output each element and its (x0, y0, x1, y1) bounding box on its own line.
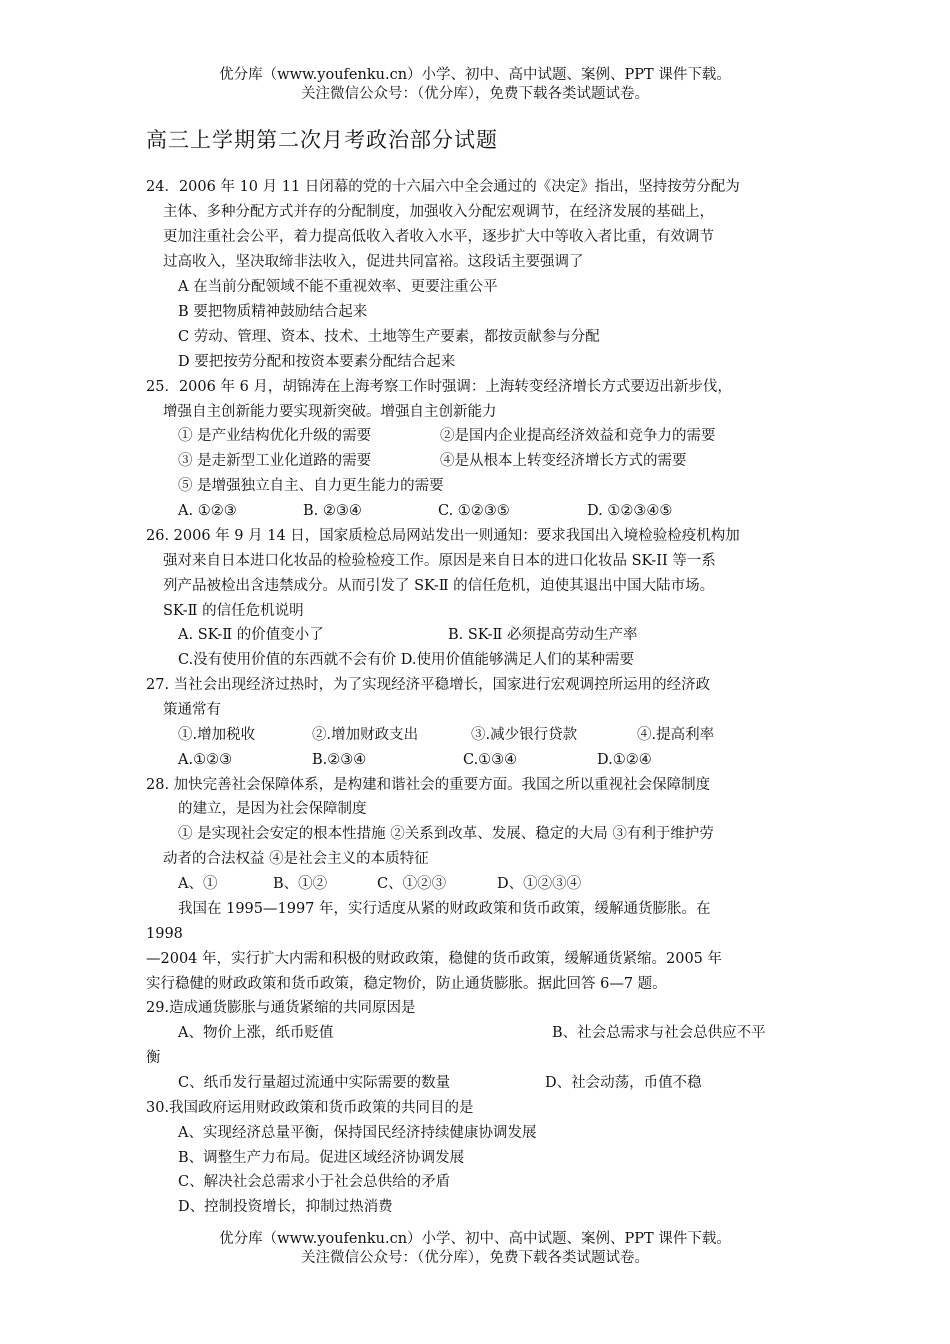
q26-line-1: 26. 2006 年 9 月 14 日，国家质检总局网站发出一则通知：要求我国出入境检验检疫机构加 (146, 528, 740, 544)
q29-option-c: C、纸币发行量超过流通中实际需要的数量 (178, 1075, 451, 1091)
q25-option-c: C. ①②③⑤ (438, 503, 510, 519)
material-line-1: 我国在 1995—1997 年，实行适度从紧的财政政策和货币政策，缓解通货膨胀。在 (178, 901, 711, 917)
q26-line-2: 强对来自日本进口化妆品的检验检疫工作。原因是来自日本的进口化妆品 SK-II 等一系 (163, 553, 716, 569)
page-footer (0, 1230, 950, 1268)
q25-line-2: 增强自主创新能力要实现新突破。增强自主创新能力 (163, 404, 497, 420)
q24-line-4: 过高收入，坚决取缔非法收入，促进共同富裕。这段话主要强调了 (163, 254, 584, 270)
q24-option-c: C 劳动、管理、资本、技术、土地等生产要素，都按贡献参与分配 (178, 329, 600, 345)
q26-option-cd: C.没有使用价值的东西就不会有价 D.使用价值能够满足人们的某种需要 (178, 652, 635, 668)
q24-option-d: D 要把按劳分配和按资本要素分配结合起来 (178, 354, 456, 370)
q30-option-b: B、调整生产力布局。促进区域经济协调发展 (178, 1150, 465, 1166)
q24-line-3: 更加注重社会公平，着力提高低收入者收入水平，逐步扩大中等收入者比重，有效调节 (163, 229, 714, 245)
q25-statement-2: ②是国内企业提高经济效益和竞争力的需要 (440, 428, 716, 444)
q28-option-c: C、①②③ (377, 876, 447, 892)
q25-statement-4: ④是从根本上转变经济增长方式的需要 (440, 453, 687, 469)
material-line-2: 1998 (146, 926, 183, 942)
q25-option-d: D. ①②③④⑤ (587, 503, 673, 519)
q26-line-3: 列产品被检出含违禁成分。从而引发了 SK-Ⅱ 的信任危机，迫使其退出中国大陆市场。 (163, 578, 715, 594)
q24-option-b: B 要把物质精神鼓励结合起来 (178, 304, 368, 320)
q28-line-2: 的建立，是因为社会保障制度 (178, 801, 367, 817)
q28-line-3: ① 是实现社会安定的根本性措施 ②关系到改革、发展、稳定的大局 ③有利于维护劳 (178, 826, 714, 842)
q29-option-a: A、物价上涨，纸币贬值 (178, 1025, 334, 1041)
q27-option-a: A.①②③ (178, 752, 233, 768)
material-line-3: —2004 年，实行扩大内需和积极的财政政策，稳健的货币政策，缓解通货紧缩。2005 年 (146, 951, 723, 967)
q29-line-1: 29.造成通货膨胀与通货紧缩的共同原因是 (146, 1000, 416, 1016)
q25-option-a: A. ①②③ (178, 503, 237, 519)
q28-option-d: D、①②③④ (497, 876, 582, 892)
header-line-2: 关注微信公众号：（优分库），免费下载各类试题试卷。 (301, 86, 649, 102)
q28-option-a: A、① (178, 876, 218, 892)
q29-option-d: D、社会动荡，币值不稳 (545, 1075, 702, 1091)
q28-option-b: B、①② (273, 876, 328, 892)
q27-option-c: C.①③④ (463, 752, 518, 768)
q30-line-1: 30.我国政府运用财政政策和货币政策的共同目的是 (146, 1100, 474, 1116)
q29-option-b-wrap: 衡 (146, 1050, 161, 1066)
q29-option-b: B、社会总需求与社会总供应不平 (552, 1025, 766, 1041)
q28-line-1: 28. 加快完善社会保障体系，是构建和谐社会的重要方面。我国之所以重视社会保障制度 (146, 777, 711, 793)
q24-line-2: 主体、多种分配方式并存的分配制度，加强收入分配宏观调节，在经济发展的基础上， (163, 204, 714, 220)
q30-option-c: C、解决社会总需求小于社会总供给的矛盾 (178, 1174, 451, 1190)
footer-line-2: 关注微信公众号：（优分库），免费下载各类试题试卷。 (301, 1250, 649, 1266)
q30-option-a: A、实现经济总量平衡，保持国民经济持续健康协调发展 (178, 1125, 537, 1141)
q24-option-a: A 在当前分配领域不能不重视效率、更要注重公平 (178, 279, 498, 295)
q27-line-2: 策通常有 (163, 702, 221, 718)
q30-option-d: D、控制投资增长，抑制过热消费 (178, 1199, 393, 1215)
page-header (0, 66, 950, 104)
q27-statement-1: ①.增加税收 (178, 727, 256, 743)
q27-statement-4: ④.提高利率 (637, 727, 715, 743)
page-title: 高三上学期第二次月考政治部分试题 (146, 128, 498, 152)
q27-statement-2: ②.增加财政支出 (312, 727, 419, 743)
q25-option-b: B. ②③④ (303, 503, 362, 519)
q28-line-4: 动者的合法权益 ④是社会主义的本质特征 (163, 851, 429, 867)
q25-statement-3: ③ 是走新型工业化道路的需要 (178, 453, 372, 469)
footer-line-1: 优分库（www.youfenku.cn）小学、初中、高中试题、案例、PPT 课件下载。 (219, 1231, 731, 1247)
q24-line-1: 24．2006 年 10 月 11 日闭幕的党的十六届六中全会通过的《决定》指出，坚持按劳分配为 (146, 179, 740, 195)
q26-option-a: A. SK-Ⅱ 的价值变小了 (178, 627, 324, 643)
q25-line-1: 25．2006 年 6 月，胡锦涛在上海考察工作时强调：上海转变经济增长方式要迈出新步伐， (146, 379, 732, 395)
q27-option-b: B.②③④ (312, 752, 367, 768)
q26-option-b: B. SK-Ⅱ 必须提高劳动生产率 (448, 627, 638, 643)
q26-line-4: SK-Ⅱ 的信任危机说明 (163, 603, 304, 619)
q27-statement-3: ③.减少银行贷款 (471, 727, 578, 743)
header-line-1: 优分库（www.youfenku.cn）小学、初中、高中试题、案例、PPT 课件下载。 (219, 67, 731, 83)
material-line-4: 实行稳健的财政政策和货币政策，稳定物价，防止通货膨胀。据此回答 6—7 题。 (146, 976, 667, 992)
q27-option-d: D.①②④ (597, 752, 652, 768)
q27-line-1: 27. 当社会出现经济过热时，为了实现经济平稳增长，国家进行宏观调控所运用的经济政 (146, 677, 711, 693)
q25-statement-5: ⑤ 是增强独立自主、自力更生能力的需要 (178, 478, 444, 494)
q25-statement-1: ① 是产业结构优化升级的需要 (178, 428, 372, 444)
